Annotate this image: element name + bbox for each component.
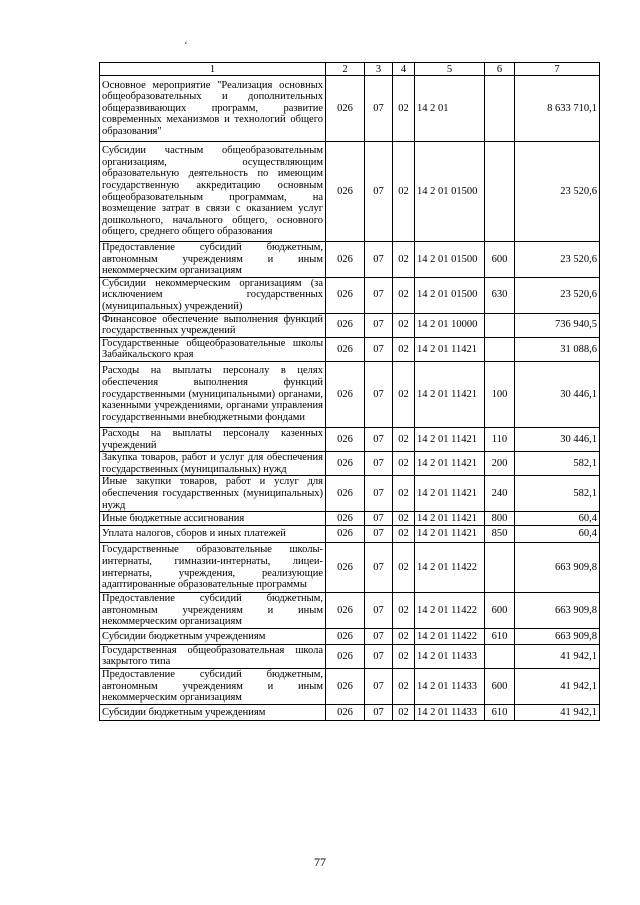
amount-cell: 23 520,6 (515, 242, 600, 278)
subsection-cell: 02 (393, 512, 415, 526)
row-name-cell: Расходы на выплаты персоналу в целях обеспечения выполнения функций государственными (муниципальными) органами, казенными учреждениями, органами управления государственными внебюджетными фондами (100, 361, 326, 427)
column-header: 5 (415, 63, 485, 76)
target-article-cell: 14 2 01 11422 (415, 543, 485, 593)
expense-type-cell: 600 (485, 593, 515, 629)
table-row (100, 628, 600, 644)
row-name-cell: Субсидии бюджетным учреждениям (100, 628, 326, 644)
column-header: 3 (365, 63, 393, 76)
admin-code-cell: 026 (326, 476, 365, 512)
target-article-cell: 14 2 01 11421 (415, 337, 485, 361)
column-header: 7 (515, 63, 600, 76)
table-row (100, 277, 600, 313)
target-article-cell: 14 2 01 01500 (415, 277, 485, 313)
row-name-cell: Иные закупки товаров, работ и услуг для обеспечения государственных (муниципальных) нужд (100, 476, 326, 512)
amount-cell: 582,1 (515, 452, 600, 476)
admin-code-cell: 026 (326, 427, 365, 451)
table-header-row (100, 63, 600, 76)
row-name-cell: Финансовое обеспечение выполнения функций государственных учреждений (100, 313, 326, 337)
expense-type-cell: 600 (485, 242, 515, 278)
section-cell: 07 (365, 526, 393, 543)
row-name-cell: Государственные общеобразовательные школы Забайкальского края (100, 337, 326, 361)
section-cell: 07 (365, 361, 393, 427)
target-article-cell: 14 2 01 11433 (415, 669, 485, 705)
expense-type-cell: 200 (485, 452, 515, 476)
section-cell: 07 (365, 277, 393, 313)
admin-code-cell: 026 (326, 142, 365, 242)
amount-cell: 663 909,8 (515, 593, 600, 629)
subsection-cell: 02 (393, 452, 415, 476)
target-article-cell: 14 2 01 11421 (415, 452, 485, 476)
amount-cell: 30 446,1 (515, 361, 600, 427)
amount-cell: 23 520,6 (515, 277, 600, 313)
amount-cell: 582,1 (515, 476, 600, 512)
target-article-cell: 14 2 01 11421 (415, 512, 485, 526)
section-cell: 07 (365, 476, 393, 512)
admin-code-cell: 026 (326, 628, 365, 644)
section-cell: 07 (365, 543, 393, 593)
table-row (100, 543, 600, 593)
section-cell: 07 (365, 628, 393, 644)
amount-cell: 41 942,1 (515, 644, 600, 668)
expense-type-cell: 600 (485, 669, 515, 705)
page-number: 77 (314, 855, 326, 869)
section-cell: 07 (365, 337, 393, 361)
table-row (100, 313, 600, 337)
table-body (100, 63, 600, 721)
admin-code-cell: 026 (326, 242, 365, 278)
section-cell: 07 (365, 242, 393, 278)
column-header: 4 (393, 63, 415, 76)
target-article-cell: 14 2 01 (415, 76, 485, 142)
target-article-cell: 14 2 01 11421 (415, 476, 485, 512)
section-cell: 07 (365, 593, 393, 629)
row-name-cell: Иные бюджетные ассигнования (100, 512, 326, 526)
column-header: 2 (326, 63, 365, 76)
expense-type-cell: 630 (485, 277, 515, 313)
row-name-cell: Государственные образовательные школы-интернаты, гимназии-интернаты, лицеи-интернаты, учреждения, реализующие адаптированные образовательные программы (100, 543, 326, 593)
target-article-cell: 14 2 01 11421 (415, 526, 485, 543)
amount-cell: 41 942,1 (515, 704, 600, 720)
section-cell: 07 (365, 452, 393, 476)
row-name-cell: Субсидии некоммерческим организациям (за исключением государственных (муниципальных) учреждений) (100, 277, 326, 313)
admin-code-cell: 026 (326, 644, 365, 668)
expense-type-cell: 610 (485, 704, 515, 720)
expense-type-cell (485, 142, 515, 242)
amount-cell: 663 909,8 (515, 543, 600, 593)
subsection-cell: 02 (393, 337, 415, 361)
amount-cell: 41 942,1 (515, 669, 600, 705)
admin-code-cell: 026 (326, 526, 365, 543)
scan-speck: ʻ (184, 40, 187, 50)
section-cell: 07 (365, 704, 393, 720)
amount-cell: 23 520,6 (515, 142, 600, 242)
target-article-cell: 14 2 01 11422 (415, 593, 485, 629)
subsection-cell: 02 (393, 644, 415, 668)
amount-cell: 8 633 710,1 (515, 76, 600, 142)
row-name-cell: Субсидии бюджетным учреждениям (100, 704, 326, 720)
subsection-cell: 02 (393, 242, 415, 278)
expense-type-cell (485, 644, 515, 668)
admin-code-cell: 026 (326, 512, 365, 526)
subsection-cell: 02 (393, 313, 415, 337)
section-cell: 07 (365, 427, 393, 451)
table-row (100, 476, 600, 512)
row-name-cell: Основное мероприятие "Реализация основных общеобразовательных и дополнительных общеразвивающих программ, развитие современных механизмов и технологий общего образования" (100, 76, 326, 142)
admin-code-cell: 026 (326, 593, 365, 629)
amount-cell: 30 446,1 (515, 427, 600, 451)
admin-code-cell: 026 (326, 361, 365, 427)
expense-type-cell: 610 (485, 628, 515, 644)
column-header: 6 (485, 63, 515, 76)
target-article-cell: 14 2 01 11421 (415, 427, 485, 451)
table-row (100, 452, 600, 476)
section-cell: 07 (365, 142, 393, 242)
target-article-cell: 14 2 01 11422 (415, 628, 485, 644)
column-header: 1 (100, 63, 326, 76)
expense-type-cell (485, 313, 515, 337)
table-row (100, 526, 600, 543)
amount-cell: 31 088,6 (515, 337, 600, 361)
table-row (100, 142, 600, 242)
row-name-cell: Субсидии частным общеобразовательным организациям, осуществляющим образовательную деятельность по имеющим государственную аккредитацию основным общеобразовательным программам, на возмещение затрат в связи с оказанием услуг дошкольного, начального общего, основного общего, среднего общего образования (100, 142, 326, 242)
subsection-cell: 02 (393, 427, 415, 451)
table-row (100, 593, 600, 629)
table-row (100, 644, 600, 668)
section-cell: 07 (365, 76, 393, 142)
table-row (100, 337, 600, 361)
expense-type-cell: 240 (485, 476, 515, 512)
subsection-cell: 02 (393, 76, 415, 142)
table-row (100, 427, 600, 451)
budget-table (99, 62, 600, 721)
amount-cell: 60,4 (515, 512, 600, 526)
admin-code-cell: 026 (326, 337, 365, 361)
expense-type-cell: 100 (485, 361, 515, 427)
subsection-cell: 02 (393, 669, 415, 705)
row-name-cell: Уплата налогов, сборов и иных платежей (100, 526, 326, 543)
target-article-cell: 14 2 01 11433 (415, 644, 485, 668)
subsection-cell: 02 (393, 593, 415, 629)
admin-code-cell: 026 (326, 313, 365, 337)
expense-type-cell (485, 337, 515, 361)
admin-code-cell: 026 (326, 543, 365, 593)
table-row (100, 704, 600, 720)
amount-cell: 663 909,8 (515, 628, 600, 644)
section-cell: 07 (365, 669, 393, 705)
expense-type-cell (485, 76, 515, 142)
expense-type-cell (485, 543, 515, 593)
section-cell: 07 (365, 313, 393, 337)
table-row (100, 512, 600, 526)
table-row (100, 76, 600, 142)
admin-code-cell: 026 (326, 76, 365, 142)
row-name-cell: Предоставление субсидий бюджетным, автономным учреждениям и иным некоммерческим организациям (100, 669, 326, 705)
table-row (100, 669, 600, 705)
target-article-cell: 14 2 01 01500 (415, 142, 485, 242)
subsection-cell: 02 (393, 361, 415, 427)
table-row (100, 361, 600, 427)
subsection-cell: 02 (393, 628, 415, 644)
admin-code-cell: 026 (326, 669, 365, 705)
row-name-cell: Предоставление субсидий бюджетным, автономным учреждениям и иным некоммерческим организациям (100, 593, 326, 629)
target-article-cell: 14 2 01 11433 (415, 704, 485, 720)
subsection-cell: 02 (393, 704, 415, 720)
section-cell: 07 (365, 512, 393, 526)
target-article-cell: 14 2 01 10000 (415, 313, 485, 337)
admin-code-cell: 026 (326, 277, 365, 313)
admin-code-cell: 026 (326, 704, 365, 720)
expense-type-cell: 110 (485, 427, 515, 451)
admin-code-cell: 026 (326, 452, 365, 476)
expense-type-cell: 800 (485, 512, 515, 526)
target-article-cell: 14 2 01 01500 (415, 242, 485, 278)
expense-type-cell: 850 (485, 526, 515, 543)
subsection-cell: 02 (393, 476, 415, 512)
table-row (100, 242, 600, 278)
subsection-cell: 02 (393, 526, 415, 543)
subsection-cell: 02 (393, 277, 415, 313)
row-name-cell: Расходы на выплаты персоналу казенных учреждений (100, 427, 326, 451)
amount-cell: 60,4 (515, 526, 600, 543)
row-name-cell: Предоставление субсидий бюджетным, автономным учреждениям и иным некоммерческим организациям (100, 242, 326, 278)
subsection-cell: 02 (393, 142, 415, 242)
subsection-cell: 02 (393, 543, 415, 593)
row-name-cell: Закупка товаров, работ и услуг для обеспечения государственных (муниципальных) нужд (100, 452, 326, 476)
amount-cell: 736 940,5 (515, 313, 600, 337)
target-article-cell: 14 2 01 11421 (415, 361, 485, 427)
row-name-cell: Государственная общеобразовательная школа закрытого типа (100, 644, 326, 668)
section-cell: 07 (365, 644, 393, 668)
